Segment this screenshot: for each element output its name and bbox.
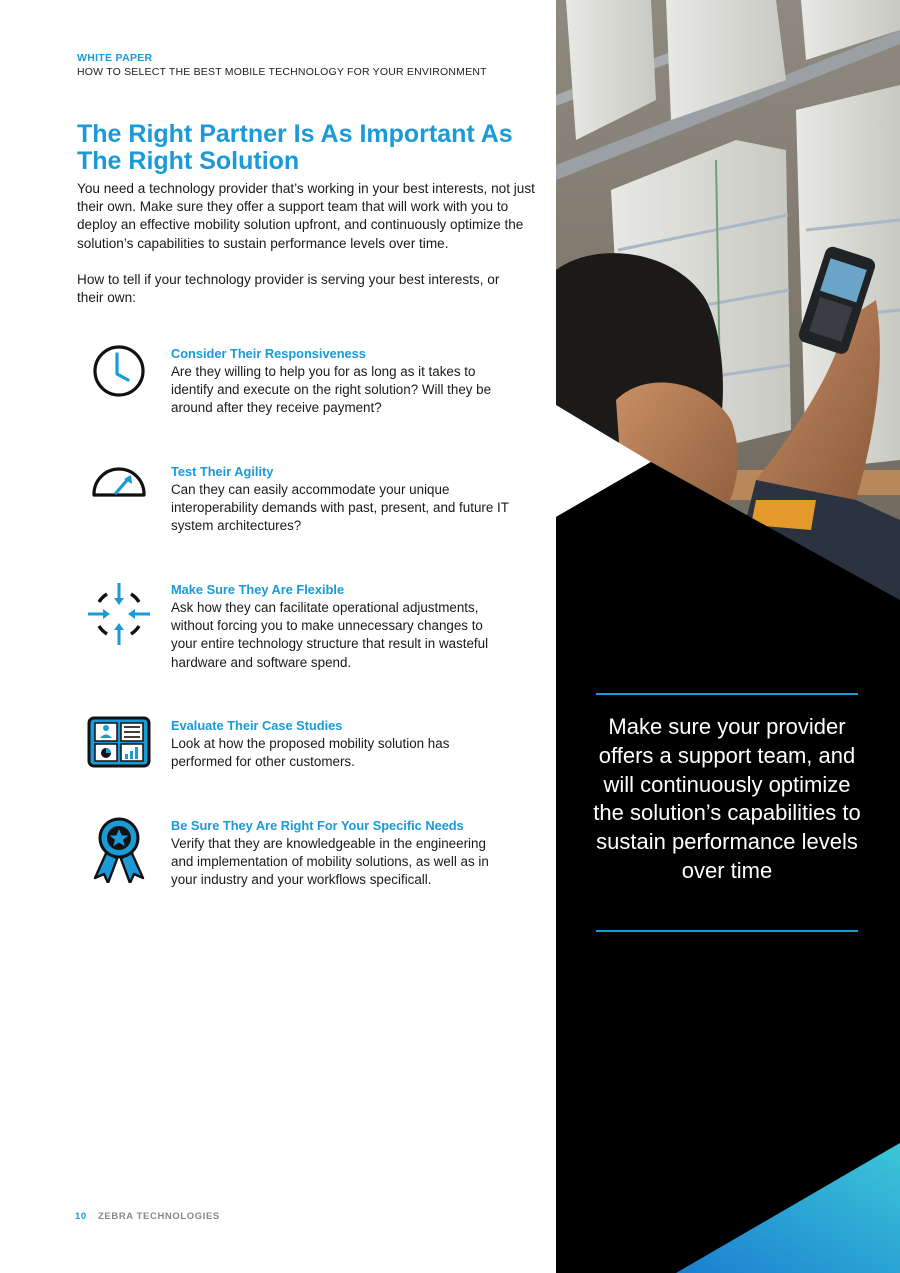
document-type-label: WHITE PAPER xyxy=(77,52,153,64)
criteria-body: Verify that they are knowledgeable in the engineering and implementation of mobility solutions, as well as in your industry and your workflows specificall. xyxy=(171,836,489,888)
target-arrows-icon xyxy=(86,581,152,647)
criteria-body: Are they willing to help you for as long as it takes to identify and execute on the right solution? Will they be around after they receive payment? xyxy=(171,364,492,416)
page-footer xyxy=(75,1211,220,1222)
document-eyebrow xyxy=(77,52,487,79)
document-subtitle: HOW TO SELECT THE BEST MOBILE TECHNOLOGY FOR YOUR ENVIRONMENT xyxy=(77,66,487,78)
criteria-heading: Consider Their Responsiveness xyxy=(171,346,366,361)
criteria-body: Can they can easily accommodate your unique interoperability demands with past, present, and future IT system architectures? xyxy=(171,482,509,534)
criteria-heading: Test Their Agility xyxy=(171,464,274,479)
quote-top-rule xyxy=(596,693,858,695)
brand-name: ZEBRA TECHNOLOGIES xyxy=(98,1211,220,1222)
intro-paragraph: You need a technology provider that’s working in your best interests, not just their own. Make sure they offer a support team that will work with you to deploy an effective mobility solution upfront, and continuously optimize the solution’s capabilities to sustain performance levels over time. xyxy=(77,181,535,251)
page-title: The Right Partner Is As Important As The Right Solution xyxy=(77,120,513,175)
criteria-body: Look at how the proposed mobility solution has performed for other customers. xyxy=(171,736,450,770)
lead-in-paragraph: How to tell if your technology provider is serving your best interests, or their own: xyxy=(77,272,500,306)
quote-bottom-rule xyxy=(596,930,858,932)
page-number: 10 xyxy=(75,1211,87,1222)
gauge-icon xyxy=(86,457,152,523)
award-ribbon-icon xyxy=(86,817,152,883)
criteria-body: Ask how they can facilitate operational adjustments, without forcing you to make unnecessary changes to your entire technology structure that result in wasteful hardware and software spend. xyxy=(171,600,489,670)
dashboard-icon xyxy=(86,713,152,779)
warehouse-worker-scanning-photo xyxy=(556,0,900,1273)
criteria-heading: Be Sure They Are Right For Your Specific Needs xyxy=(171,818,464,833)
sidebar-panel xyxy=(556,0,900,1273)
criteria-heading: Make Sure They Are Flexible xyxy=(171,582,345,597)
criteria-heading: Evaluate Their Case Studies xyxy=(171,718,343,733)
clock-icon xyxy=(86,341,152,407)
pull-quote: Make sure your provider offers a support team, and will continuously optimize the solution’s capabilities to sustain performance levels over time xyxy=(593,714,861,883)
